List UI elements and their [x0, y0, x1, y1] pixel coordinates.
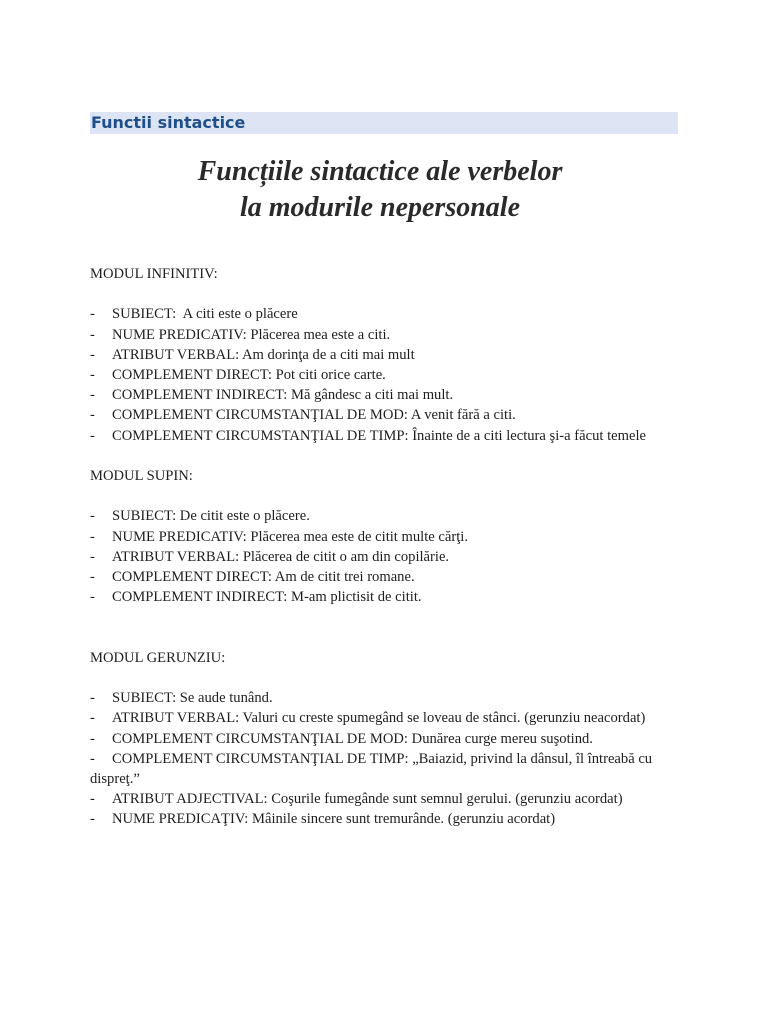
- section-header-title: Functii sintactice: [91, 113, 246, 132]
- entry-label: SUBIECT:: [112, 508, 177, 525]
- entry-label: COMPLEMENT CIRCUMSTANŢIAL DE TIMP:: [112, 427, 409, 444]
- list-dash: -: [90, 346, 95, 363]
- entry-label: NUME PREDICAŢIV:: [112, 811, 249, 828]
- entry-text: Am de citit trei romane.: [271, 569, 415, 585]
- document-title-line-1: Funcțiile sintactice ale verbelor: [197, 156, 563, 187]
- entry-text: „Baiazid, privind la dânsul, îl întreabă cu dispreţ.”: [90, 750, 656, 787]
- entry-text: Se aude tunând.: [176, 690, 273, 707]
- list-dash: -: [90, 791, 95, 808]
- section-heading: MODUL SUPIN:: [90, 468, 193, 484]
- entry-text: Dunărea curge mereu suşotind.: [408, 730, 593, 747]
- entry-label: SUBIECT:: [112, 306, 177, 323]
- section-gerunziu: [90, 648, 678, 830]
- section-heading: MODUL GERUNZIU:: [90, 649, 226, 666]
- list-dash: -: [90, 326, 95, 343]
- list-item: [90, 567, 678, 587]
- list-item: [90, 587, 678, 607]
- entry-list: [90, 304, 678, 445]
- list-item: [90, 789, 678, 809]
- entry-text: Plăcerea de citit o am din copilărie.: [239, 548, 450, 565]
- entry-text: Mă gândesc a citi mai mult.: [287, 387, 454, 404]
- entry-label: ATRIBUT VERBAL:: [112, 710, 240, 727]
- document-title-line-2: la modurile nepersonale: [239, 192, 520, 223]
- section-heading: MODUL INFINITIV:: [90, 266, 218, 282]
- list-dash: -: [90, 407, 95, 424]
- document-body: [90, 264, 678, 830]
- list-dash: -: [90, 750, 95, 767]
- entry-label: COMPLEMENT INDIRECT:: [112, 387, 288, 404]
- list-dash: -: [90, 528, 95, 545]
- entry-text: Plăcerea mea este de citit multe cărţi.: [246, 528, 468, 545]
- list-item: [90, 426, 678, 446]
- entry-label: COMPLEMENT INDIRECT:: [112, 589, 288, 606]
- entry-label: COMPLEMENT CIRCUMSTANŢIAL DE MOD:: [112, 407, 408, 424]
- entry-text: Plăcerea mea este a citi.: [246, 326, 391, 343]
- entry-label: COMPLEMENT DIRECT:: [112, 367, 272, 383]
- list-item: [90, 365, 678, 385]
- list-dash: -: [90, 569, 95, 585]
- entry-label: NUME PREDICATIV:: [112, 528, 247, 545]
- entry-text: Am dorinţa de a citi mai mult: [239, 346, 415, 363]
- entry-label: NUME PREDICATIV:: [112, 326, 247, 343]
- entry-label: COMPLEMENT CIRCUMSTANŢIAL DE MOD:: [112, 730, 408, 747]
- list-dash: -: [90, 589, 95, 606]
- section-infinitiv: [90, 264, 678, 446]
- entry-text: Coşurile fumegânde sunt semnul gerului. (gerunziu acordat): [267, 791, 623, 808]
- section-header: [90, 112, 678, 134]
- entry-text: Valuri cu creste spumegând se loveau de stânci. (gerunziu neacordat): [239, 710, 646, 727]
- entry-label: ATRIBUT ADJECTIVAL:: [112, 791, 268, 808]
- list-dash: -: [90, 730, 95, 747]
- entry-text: Pot citi orice carte.: [271, 367, 386, 383]
- list-dash: -: [90, 690, 95, 707]
- list-item: [90, 729, 678, 749]
- list-item: [90, 749, 678, 789]
- list-item: [90, 688, 678, 708]
- list-dash: -: [90, 387, 95, 404]
- list-dash: -: [90, 548, 95, 565]
- list-item: [90, 325, 678, 345]
- list-item: [90, 405, 678, 425]
- entry-text: De citit este o plăcere.: [176, 508, 310, 525]
- entry-list: [90, 688, 678, 829]
- list-dash: -: [90, 306, 95, 323]
- entry-label: COMPLEMENT CIRCUMSTANŢIAL DE TIMP:: [112, 750, 409, 767]
- list-item: [90, 708, 678, 728]
- entry-label: COMPLEMENT DIRECT:: [112, 569, 272, 585]
- list-item: [90, 385, 678, 405]
- list-item: [90, 527, 678, 547]
- list-item: [90, 304, 678, 324]
- list-dash: -: [90, 710, 95, 727]
- entry-label: ATRIBUT VERBAL:: [112, 346, 240, 363]
- entry-text: A citi este o plăcere: [176, 306, 298, 323]
- list-dash: -: [90, 367, 95, 383]
- section-supin: [90, 466, 678, 607]
- entry-label: SUBIECT:: [112, 690, 177, 707]
- entry-text: A venit fără a citi.: [408, 407, 516, 424]
- document-title: [90, 154, 670, 226]
- entry-label: ATRIBUT VERBAL:: [112, 548, 240, 565]
- entry-list: [90, 506, 678, 607]
- list-dash: -: [90, 427, 95, 444]
- list-item: [90, 345, 678, 365]
- entry-text: Înainte de a citi lectura şi-a făcut temele: [408, 427, 646, 444]
- list-dash: -: [90, 811, 95, 828]
- list-dash: -: [90, 508, 95, 525]
- list-item: [90, 547, 678, 567]
- list-item: [90, 809, 678, 829]
- entry-text: Mâinile sincere sunt tremurânde. (gerunziu acordat): [248, 811, 556, 828]
- list-item: [90, 506, 678, 526]
- entry-text: M-am plictisit de citit.: [287, 589, 422, 606]
